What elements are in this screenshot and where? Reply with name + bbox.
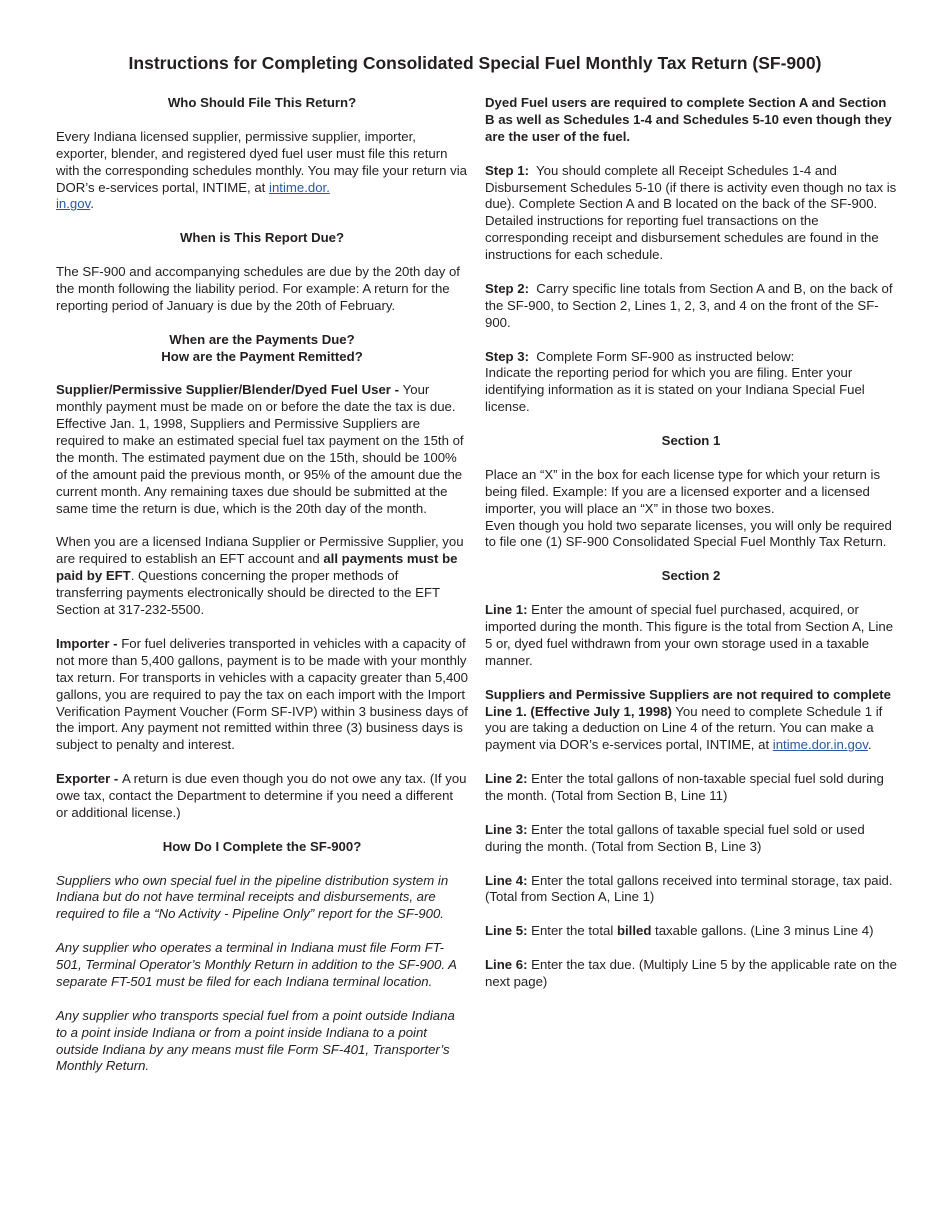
payments-heading-line-1: When are the Payments Due? <box>169 331 355 347</box>
intime-link-2[interactable]: intime.dor.in.gov <box>772 737 868 753</box>
line1-text: Enter the amount of special fuel purchased, acquired, or imported during the month. This figure is the total from Section A, Line 5 or, dyed fuel withdrawn from your own storage used in a taxable manner. <box>485 602 894 668</box>
importer-paragraph <box>56 636 468 754</box>
importer-label: Importer - <box>56 635 122 651</box>
step2-text: Carry specific line totals from Section A and B, on the back of the SF-900, to Section 2, Lines 1, 2, 3, and 4 on the front of the SF-900. <box>485 280 897 330</box>
line3-text: Enter the total gallons of taxable special fuel sold or used during the month. (Total from Section B, Line 3) <box>485 821 865 854</box>
line4-paragraph <box>485 873 897 907</box>
who-end: . <box>90 196 94 212</box>
section1-text-2: Even though you hold two separate licenses, you will only be required to file one (1) SF-900 Consolidated Special Fuel Monthly Tax Return. <box>485 517 892 550</box>
step2-paragraph <box>485 281 897 332</box>
step3-text-2: Indicate the reporting period for which you are filing. Enter your identifying information as it is stated on your Indiana Special Fuel license. <box>485 365 865 415</box>
exporter-text: A return is due even though you do not owe any tax. (If you owe tax, contact the Department to determine if you need a different or additional license.) <box>56 771 467 820</box>
line3-label: Line 3: <box>485 821 528 837</box>
intime-link-part-2: in.gov <box>56 196 91 212</box>
line5-text-1: Enter the total <box>527 923 617 939</box>
payments-heading-line-2: How are the Payment Remitted? <box>161 348 363 364</box>
eft-text-1: When you are a licensed Indiana Supplier or Permissive Supplier, you are required to establish an EFT account and <box>56 534 464 567</box>
left-column <box>56 95 468 1092</box>
intime-link-part-1: intime.dor. <box>269 179 330 195</box>
dyed-fuel-paragraph: Dyed Fuel users are required to complete Section A and Section B as well as Schedules 1-4 and Schedules 5-10 even though they are the user of the fuel. <box>485 95 892 144</box>
line4-text: Enter the total gallons received into terminal storage, tax paid. (Total from Section A, Line 1) <box>485 872 893 905</box>
step2-label: Step 2: <box>485 280 529 296</box>
line5-paragraph <box>485 923 897 940</box>
page-title: Instructions for Completing Consolidated Special Fuel Monthly Tax Return (SF-900) <box>128 53 822 73</box>
eft-text-2: . Questions concerning the proper methods of transferring payments electronically should be directed to the EFT Section at 317-232-5500. <box>56 568 440 618</box>
eft-bold: all payments must be paid by EFT <box>56 551 458 584</box>
exporter-label: Exporter - <box>56 771 122 787</box>
line2-paragraph <box>485 771 897 805</box>
supplier-label: Supplier/Permissive Supplier/Blender/Dyed Fuel User - <box>56 382 403 398</box>
who-text: Every Indiana licensed supplier, permissive supplier, importer, exporter, blender, and registered dyed fuel user must file this return with the corresponding schedules monthly. You may file your return via DOR’s e-services portal, INTIME, at <box>56 128 467 195</box>
line6-paragraph <box>485 957 897 991</box>
eft-paragraph <box>56 534 468 619</box>
who-heading: Who Should File This Return? <box>167 95 357 110</box>
step3-label: Step 3: <box>485 348 529 364</box>
supplier-paragraph <box>56 382 468 517</box>
suppliers-paragraph <box>485 687 897 755</box>
section2-heading: Section 2 <box>661 568 721 584</box>
line1-label: Line 1: <box>485 602 528 618</box>
terminal-note: Any supplier who operates a terminal in Indiana must file Form FT-501, Terminal Operator’s Monthly Return in addition to the SF-900. A separate FT-501 must be filed for each Indiana terminal location. <box>56 940 457 989</box>
line4-label: Line 4: <box>485 872 528 888</box>
line5-text-2: taxable gallons. (Line 3 minus Line 4) <box>651 923 874 939</box>
when-heading: When is This Report Due? <box>179 230 345 246</box>
importer-text: For fuel deliveries transported in vehicles with a capacity of not more than 5,400 gallons, payment is to be made with your monthly tax return. For transports in vehicles with a capacity greater than 5,400 gallons, you are required to pay the tax on each import with the Import Verification Payment Voucher (Form SF-IVP) within 3 business days of the import. Any payment not remitted within three (3) business days is subject to penalty and interest. <box>56 635 468 753</box>
step3-paragraph <box>485 349 897 417</box>
who-paragraph <box>56 129 468 214</box>
line1-paragraph <box>485 602 897 670</box>
payments-heading <box>56 332 468 366</box>
line2-label: Line 2: <box>485 771 528 787</box>
section1-paragraph <box>485 467 897 552</box>
line3-paragraph <box>485 822 897 856</box>
exporter-paragraph <box>56 771 468 822</box>
complete-heading: How Do I Complete the SF-900? <box>162 838 362 854</box>
supplier-text: Your monthly payment must be made on or before the date the tax is due. Effective Jan. 1, 1998, Suppliers and Permissive Suppliers are required to make an estimated special fuel tax payment on the 15th of the month. The estimated payment due on the 15th, should be 100% of the amount paid the previous month, or 95% of the amount due the current month. Any remaining taxes due should be submitted at the same time the return is due, which is the 20th day of the month. <box>56 382 464 516</box>
section1-heading: Section 1 <box>661 433 721 449</box>
transporter-note: Any supplier who transports special fuel from a point outside Indiana to a point inside Indiana or from a point inside Indiana to a point outside Indiana by any means must file Form SF-401, Transporter’s Monthly Return. <box>56 1007 455 1074</box>
suppliers-text: You need to complete Schedule 1 if you are taking a deduction on Line 4 of the return. You can make a payment via DOR’s e-services portal, INTIME, at <box>485 703 883 753</box>
step3-text: Complete Form SF-900 as instructed below: <box>528 348 795 364</box>
line6-text: Enter the tax due. (Multiply Line 5 by the applicable rate on the next page) <box>485 957 897 989</box>
line5-label: Line 5: <box>485 923 528 939</box>
section1-text-1: Place an “X” in the box for each license type for which your return is being filed. Example: If you are a licensed exporter and a licensed importer, you will place an “X” in those two boxes. <box>485 466 881 516</box>
when-paragraph: The SF-900 and accompanying schedules are due by the 20th day of the month following the liability period. For example: A return for the reporting period of January is due by the 20th of February. <box>56 264 460 313</box>
right-column <box>485 95 900 1008</box>
suppliers-bold: Suppliers and Permissive Suppliers are not required to complete Line 1. (Effective July 1, 1998) <box>485 686 891 719</box>
pipeline-note: Suppliers who own special fuel in the pipeline distribution system in Indiana but do not have terminal receipts and disbursements, are required to file a “No Activity - Pipeline Only” report for the SF-900. <box>56 872 449 922</box>
suppliers-end: . <box>867 737 872 753</box>
line2-text: Enter the total gallons of non-taxable special fuel sold during the month. (Total from Section B, Line 11) <box>485 771 884 804</box>
line5-bold: billed <box>616 923 652 939</box>
step1-label: Step 1: <box>485 162 529 178</box>
step1-text: You should complete all Receipt Schedules 1-4 and Disbursement Schedules 5-10 (if there is activity even though no tax is due). Complete Section A and B located on the back of the SF-900. Detailed instructions for reporting fuel transactions on the corresponding receipt and disbursement schedules are found in the instructions for each schedule. <box>485 162 900 263</box>
step1-paragraph <box>485 162 900 264</box>
line6-label: Line 6: <box>485 957 528 973</box>
